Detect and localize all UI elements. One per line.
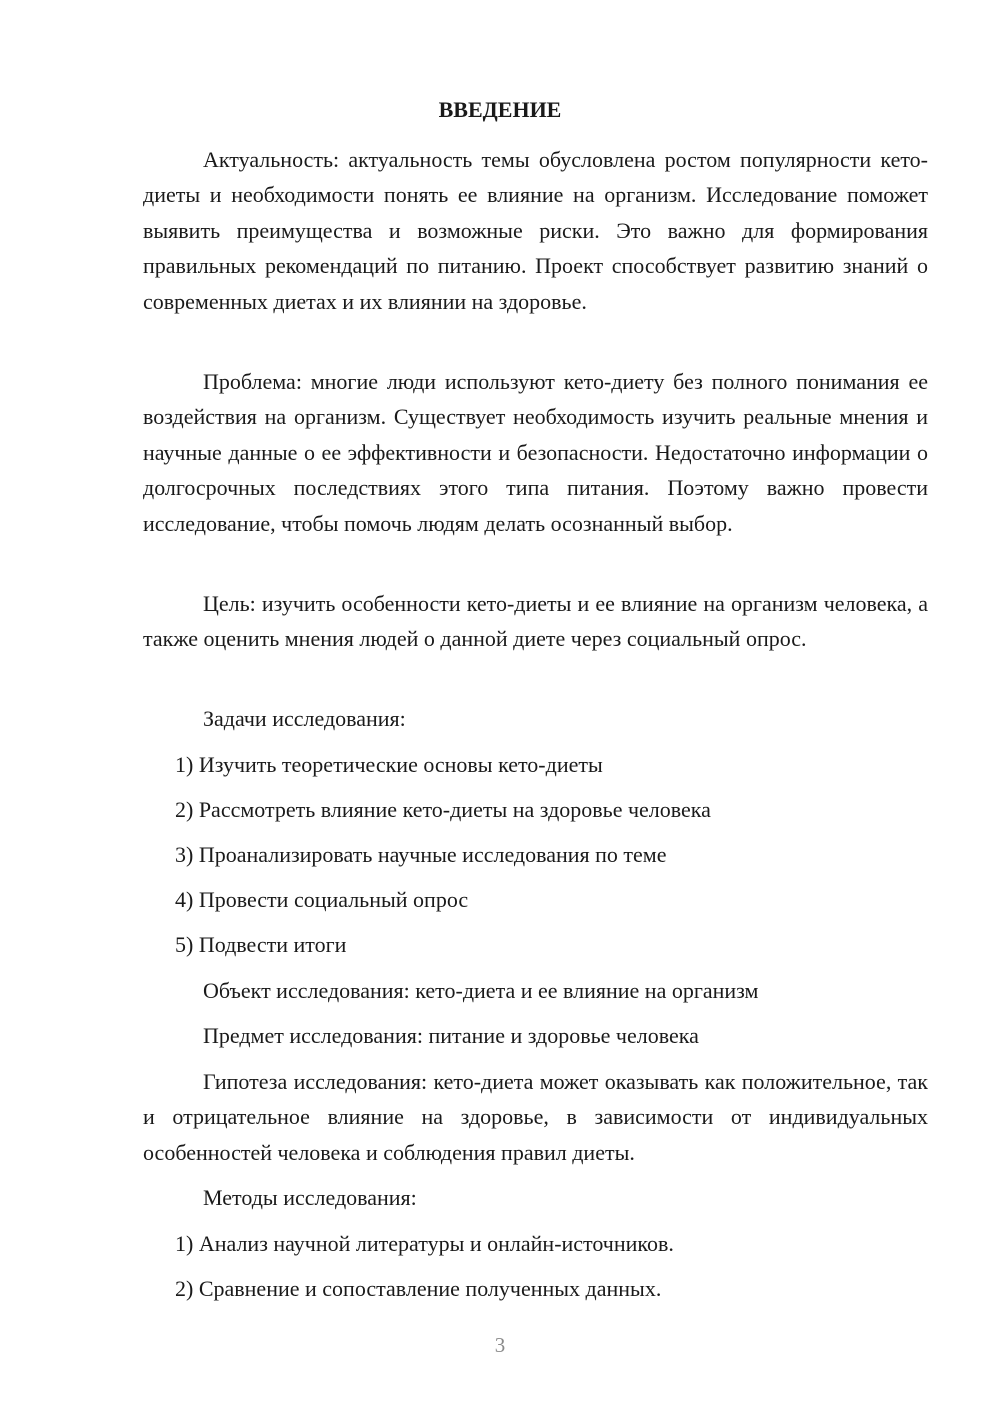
- hypothesis-paragraph: Гипотеза исследования: кето-диета может оказывать как положительное, так и отрицательное влияние на здоровье, в зависимости от индивидуальных особенностей человека и соблюдения правил диеты.: [143, 1069, 928, 1165]
- task-item: 1) Изучить теоретические основы кето-диеты: [175, 752, 603, 777]
- page-title: ВВЕДЕНИЕ: [438, 97, 562, 122]
- tasks-heading: Задачи исследования:: [203, 706, 406, 731]
- research-object: Объект исследования: кето-диета и ее влияние на организм: [203, 978, 759, 1003]
- page-number: 3: [494, 1333, 506, 1357]
- task-item: 4) Провести социальный опрос: [175, 887, 469, 912]
- task-item: 2) Рассмотреть влияние кето-диеты на здоровье человека: [175, 797, 711, 822]
- goal-paragraph: Цель: изучить особенности кето-диеты и ее влияние на организм человека, а также оценить мнения людей о данной диете через социальный опрос.: [143, 591, 928, 652]
- method-item: 2) Сравнение и сопоставление полученных данных.: [175, 1276, 662, 1301]
- methods-heading: Методы исследования:: [203, 1185, 417, 1210]
- problem-paragraph: Проблема: многие люди используют кето-диету без полного понимания ее воздействия на организм. Существует необходимость изучить реальные мнения и научные данные о ее эффективности и безопасности. Недостаточно информации о долгосрочных последствиях этого типа питания. Поэтому важно провести исследование, чтобы помочь людям делать осознанный выбор.: [143, 369, 928, 536]
- research-subject: Предмет исследования: питание и здоровье человека: [203, 1023, 699, 1048]
- method-item: 1) Анализ научной литературы и онлайн-источников.: [175, 1231, 674, 1256]
- task-item: 5) Подвести итоги: [175, 932, 347, 957]
- relevance-paragraph: Актуальность: актуальность темы обусловлена ростом популярности кето-диеты и необходимости понять ее влияние на организм. Исследование поможет выявить преимущества и возможные риски. Это важно для формирования правильных рекомендаций по питанию. Проект способствует развитию знаний о современных диетах и их влиянии на здоровье.: [143, 147, 928, 314]
- task-item: 3) Проанализировать научные исследования по теме: [175, 842, 667, 867]
